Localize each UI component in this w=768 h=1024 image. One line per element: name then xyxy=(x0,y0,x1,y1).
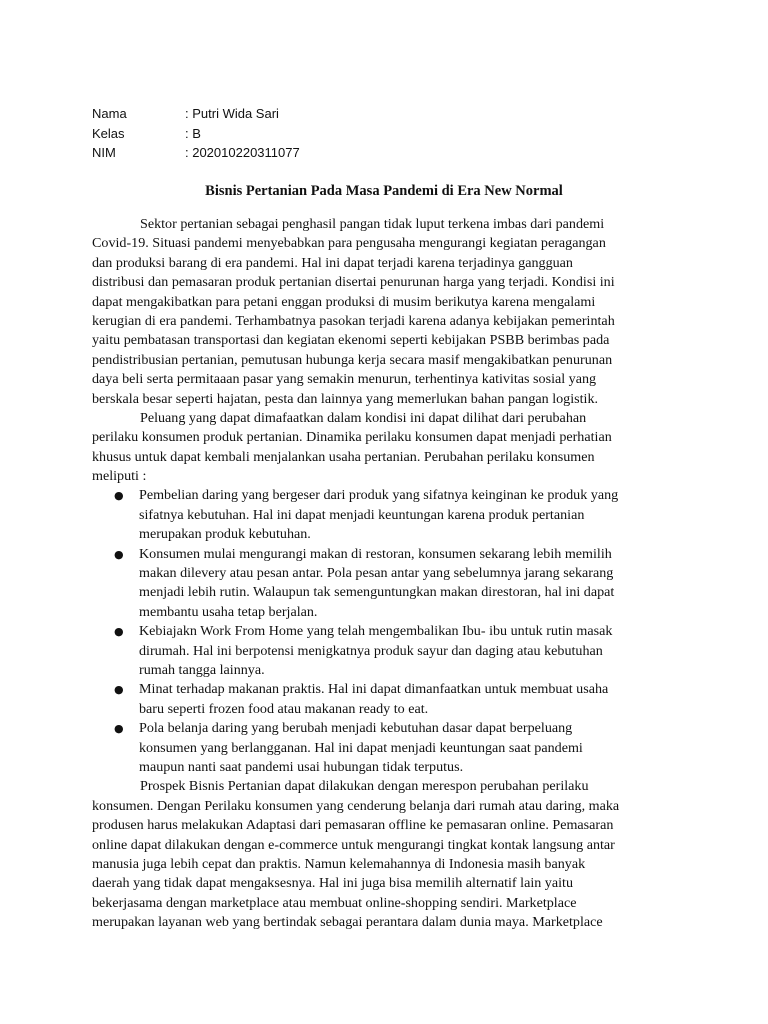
line-text: dirumah. Hal ini berpotensi menigkatnya produk sayur dan daging atau kebutuhan xyxy=(139,642,603,659)
class-row xyxy=(92,124,300,144)
bullet-item-line xyxy=(92,700,692,719)
line-text: merupakan produk kebutuhan. xyxy=(139,526,311,543)
class-value: : B xyxy=(185,125,201,141)
paragraph-line xyxy=(92,448,692,467)
line-text: dan produksi barang di era pandemi. Hal ini dapat terjadi karena terjadinya gangguan xyxy=(92,254,573,271)
class-label: Kelas xyxy=(92,125,125,141)
student-info xyxy=(92,104,300,163)
bullet-item-first-line xyxy=(92,680,692,699)
paragraph-line xyxy=(92,855,692,874)
paragraph-line xyxy=(92,234,692,253)
bullet-item-line xyxy=(92,661,692,680)
bullet-icon: ● xyxy=(114,489,124,503)
paragraph-line xyxy=(92,894,692,913)
paragraph-first-line xyxy=(92,409,692,428)
line-text: Minat terhadap makanan praktis. Hal ini dapat dimanfaatkan untuk membuat usaha xyxy=(139,681,609,698)
bullet-icon: ● xyxy=(114,547,124,561)
line-text: maupun nanti saat pandemi usai hubungan tidak terputus. xyxy=(139,758,464,775)
line-text: konsumen yang berlangganan. Hal ini dapat menjadi keuntungan saat pandemi xyxy=(139,739,583,756)
bullet-item-first-line xyxy=(92,486,692,505)
line-text: rumah tangga lainnya. xyxy=(139,661,265,678)
line-text: daerah yang tidak dapat mengaksesnya. Hal ini juga bisa memilih alternatif lain yaitu xyxy=(92,875,573,892)
nim-value: : 202010220311077 xyxy=(185,145,300,160)
name-row xyxy=(92,104,300,124)
line-text: Peluang yang dapat dimafaatkan dalam kondisi ini dapat dilihat dari perubahan xyxy=(140,409,587,426)
line-text: makan dilevery atau pesan antar. Pola pesan antar yang sebelumnya jarang sekarang xyxy=(139,565,614,582)
paragraph-line xyxy=(92,293,692,312)
bullet-item-line xyxy=(92,525,692,544)
nim-row xyxy=(92,143,300,163)
paragraph-line xyxy=(92,816,692,835)
paragraph-line xyxy=(92,390,692,409)
line-text: daya beli serta permitaaan pasar yang semakin menurun, terhentinya kativitas sosial yang xyxy=(92,371,597,388)
line-text: kerugian di era pandemi. Terhambatnya pasokan terjadi karena adanya kebijakan pemerintah xyxy=(92,312,615,329)
line-text: menjadi lebih rutin. Walaupun tak semenguntungkan makan direstoran, hal ini dapat xyxy=(139,584,615,601)
line-text: dapat mengakibatkan para petani enggan produksi di musim berikutya karena mengalami xyxy=(92,293,596,310)
line-text: Prospek Bisnis Pertanian dapat dilakukan dengan merespon perubahan perilaku xyxy=(140,778,589,795)
bullet-item-line xyxy=(92,506,692,525)
line-text: Pembelian daring yang bergeser dari produk yang sifatnya keinginan ke produk yang xyxy=(139,487,619,504)
paragraph-line xyxy=(92,312,692,331)
line-text: Pola belanja daring yang berubah menjadi kebutuhan dasar dapat berpeluang xyxy=(139,720,573,737)
paragraph-line xyxy=(92,913,692,932)
paragraph-line xyxy=(92,797,692,816)
line-text: merupakan layanan web yang bertindak sebagai perantara dalam dunia maya. Marketplace xyxy=(92,914,603,931)
document-body xyxy=(92,215,692,932)
paragraph-line xyxy=(92,467,692,486)
line-text: Sektor pertanian sebagai penghasil pangan tidak luput terkena imbas dari pandemi xyxy=(140,216,605,232)
paragraph-line xyxy=(92,331,692,350)
bullet-item-line xyxy=(92,564,692,583)
line-text: manusia juga lebih cepat dan praktis. Namun kelemahannya di Indonesia masih banyak xyxy=(92,855,586,872)
paragraph-line xyxy=(92,836,692,855)
bullet-item-first-line xyxy=(92,622,692,641)
paragraph-line xyxy=(92,370,692,389)
line-text: konsumen. Dengan Perilaku konsumen yang cenderung belanja dari rumah atau daring, maka xyxy=(92,797,620,814)
bullet-item-first-line xyxy=(92,719,692,738)
bullet-icon: ● xyxy=(114,683,124,697)
bullet-icon: ● xyxy=(114,722,124,736)
bullet-item-line xyxy=(92,739,692,758)
paragraph-first-line xyxy=(92,777,692,796)
line-text: Konsumen mulai mengurangi makan di restoran, konsumen sekarang lebih memilih xyxy=(139,545,612,562)
line-text: online dapat dilakukan dengan e-commerce untuk mengurangi tingkat kontak langsung antar xyxy=(92,836,615,853)
line-text: bekerjasama dengan marketplace atau membuat online-shopping sendiri. Marketplace xyxy=(92,894,577,911)
line-text: perilaku konsumen produk pertanian. Dinamika perilaku konsumen dapat menjadi perhatian xyxy=(92,429,612,446)
line-text: yaitu pembatasan transportasi dan kegiatan ekenomi seperti kebijakan PSBB berimbas pada xyxy=(92,332,610,349)
paragraph-line xyxy=(92,874,692,893)
nim-label: NIM xyxy=(92,145,116,160)
line-text: Covid-19. Situasi pandemi menyebabkan para pengusaha mengurangi kegiatan peragangan xyxy=(92,235,606,252)
name-value: : Putri Wida Sari xyxy=(185,106,279,121)
document-title: Bisnis Pertanian Pada Masa Pandemi di Era New Normal xyxy=(205,183,563,199)
paragraph-line xyxy=(92,428,692,447)
paragraph-line xyxy=(92,254,692,273)
paragraph-line xyxy=(92,273,692,292)
bullet-icon: ● xyxy=(114,625,124,639)
bullet-item-line xyxy=(92,642,692,661)
bullet-item-first-line xyxy=(92,545,692,564)
line-text: Kebiajakn Work From Home yang telah mengembalikan Ibu- ibu untuk rutin masak xyxy=(139,623,613,640)
line-text: khusus untuk dapat kembali menjalankan usaha pertanian. Perubahan perilaku konsumen xyxy=(92,448,595,465)
line-text: berskala besar seperti hajatan, pesta dan lainnya yang memerlukan bahan pangan logistik. xyxy=(92,390,599,407)
bullet-item-line xyxy=(92,758,692,777)
line-text: pendistribusian pertanian, pemutusan hubunga kerja secara masif mengakibatkan penurunan xyxy=(92,351,613,368)
line-text: membantu usaha tetap berjalan. xyxy=(139,603,318,620)
line-text: meliputi : xyxy=(92,468,147,485)
line-text: produsen harus melakukan Adaptasi dari pemasaran offline ke pemasaran online. Pemasaran xyxy=(92,817,614,834)
line-text: sifatnya kebutuhan. Hal ini dapat menjadi keuntungan karena produk pertanian xyxy=(139,506,585,523)
line-text: baru seperti frozen food atau makanan ready to eat. xyxy=(139,700,429,717)
bullet-item-line xyxy=(92,603,692,622)
name-label: Nama xyxy=(92,106,127,121)
paragraph-first-line xyxy=(92,215,692,234)
bullet-item-line xyxy=(92,583,692,602)
paragraph-line xyxy=(92,351,692,370)
line-text: distribusi dan pemasaran produk pertanian disertai penurunan harga yang terjadi. Kondisi ini xyxy=(92,274,615,291)
